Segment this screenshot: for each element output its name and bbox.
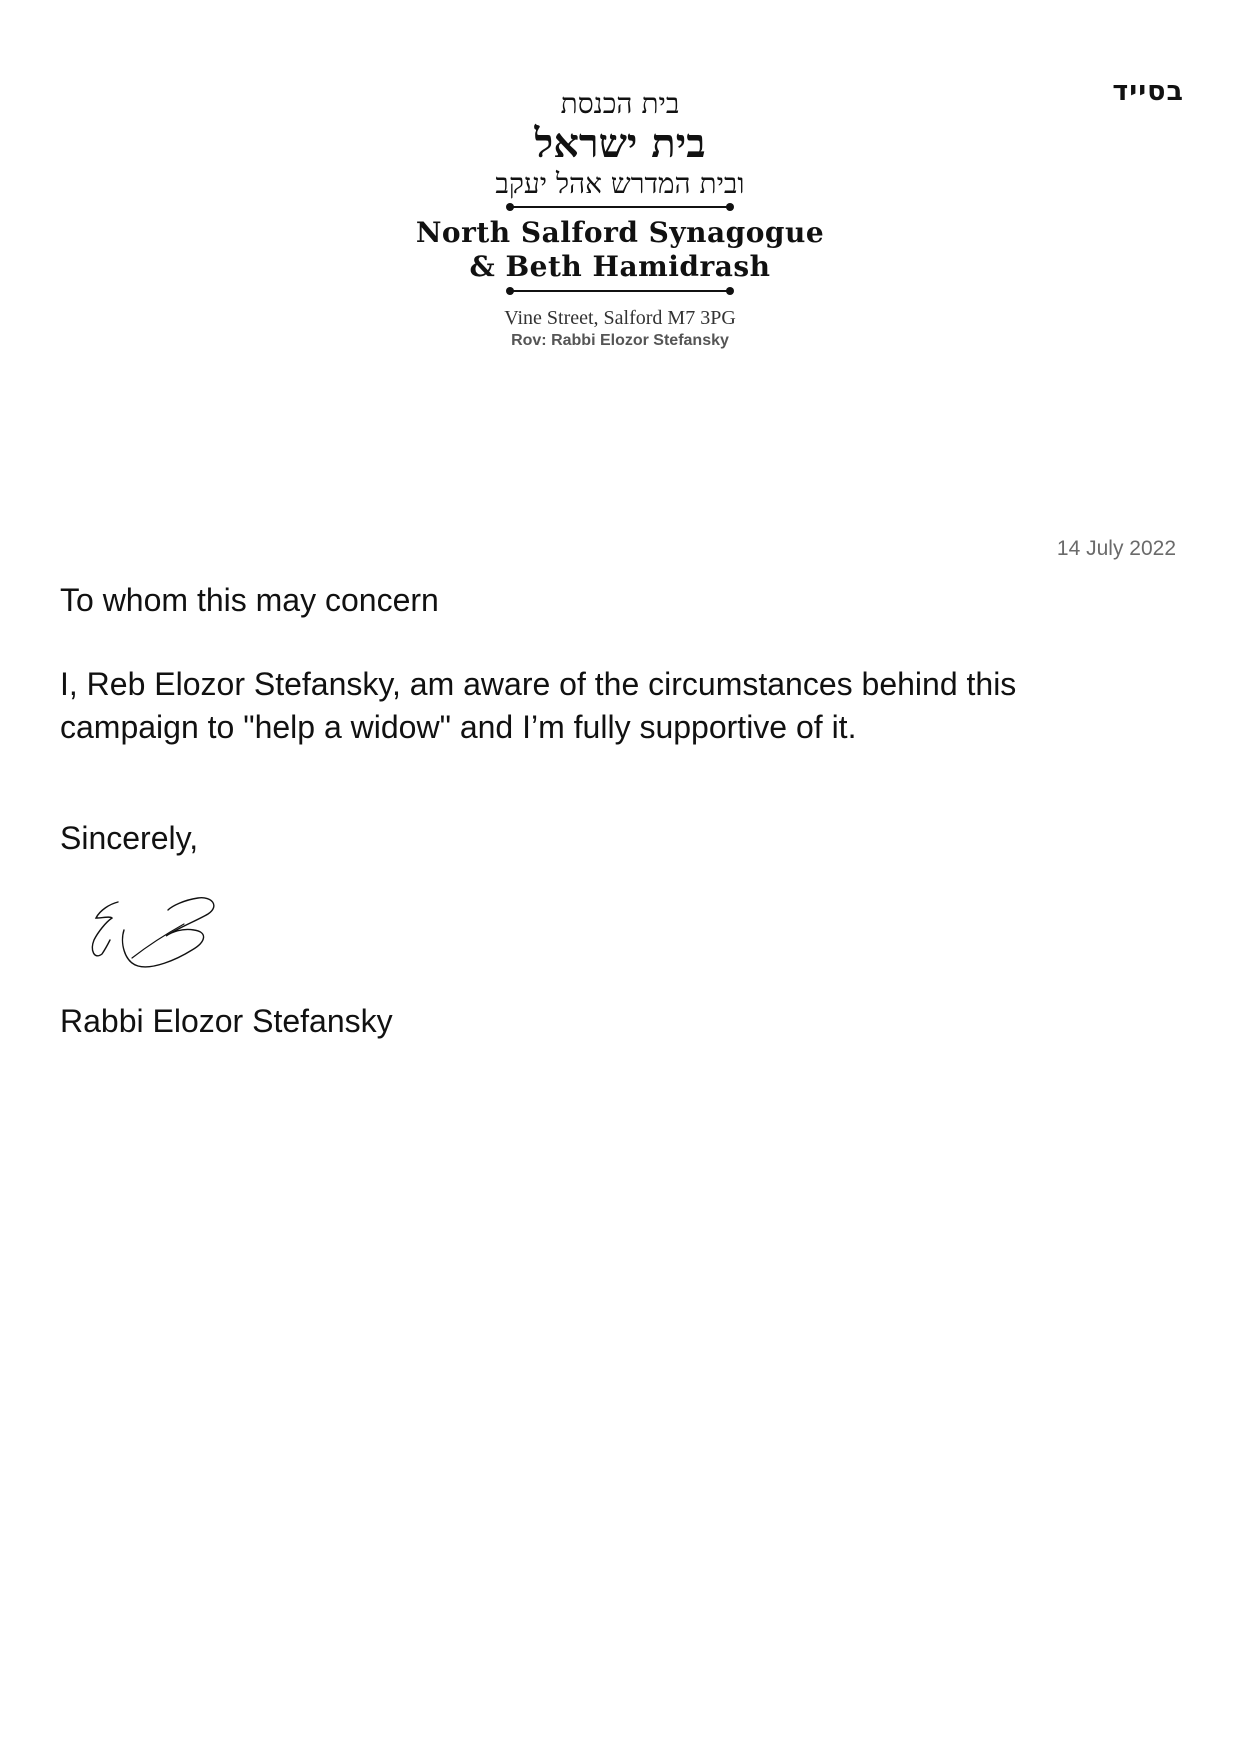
letterhead-english-line-1: North Salford Synagogue — [415, 216, 825, 249]
handwritten-signature — [80, 888, 230, 978]
letter-body — [60, 663, 1120, 749]
letter-salutation: To whom this may concern — [60, 582, 439, 618]
letterhead-hebrew-line-1: בית הכנסת — [560, 87, 680, 120]
letter-body-line-1: I, Reb Elozor Stefansky, am aware of the circumstances behind this — [60, 666, 1017, 702]
letter-body-line-2: campaign to "help a widow" and I’m fully supportive of it. — [60, 709, 857, 745]
letterhead-divider-bottom — [510, 290, 730, 292]
letterhead — [400, 88, 840, 352]
letterhead-divider-top — [510, 206, 730, 208]
letterhead-address: Vine Street, Salford M7 3PG — [504, 307, 736, 329]
letter-date: 14 July 2022 — [1056, 537, 1176, 560]
signatory-name: Rabbi Elozor Stefansky — [60, 1003, 393, 1039]
letterhead-hebrew-line-2: בית ישראל — [534, 120, 706, 167]
letterhead-english-line-2: & Beth Hamidrash — [469, 250, 771, 283]
letter-closing: Sincerely, — [60, 820, 199, 856]
letterhead-rov: Rov: Rabbi Elozor Stefansky — [511, 332, 729, 349]
bsd-mark: בסייד — [1112, 76, 1184, 107]
letterhead-hebrew-line-3: ובית המדרש אהל יעקב — [495, 167, 745, 200]
